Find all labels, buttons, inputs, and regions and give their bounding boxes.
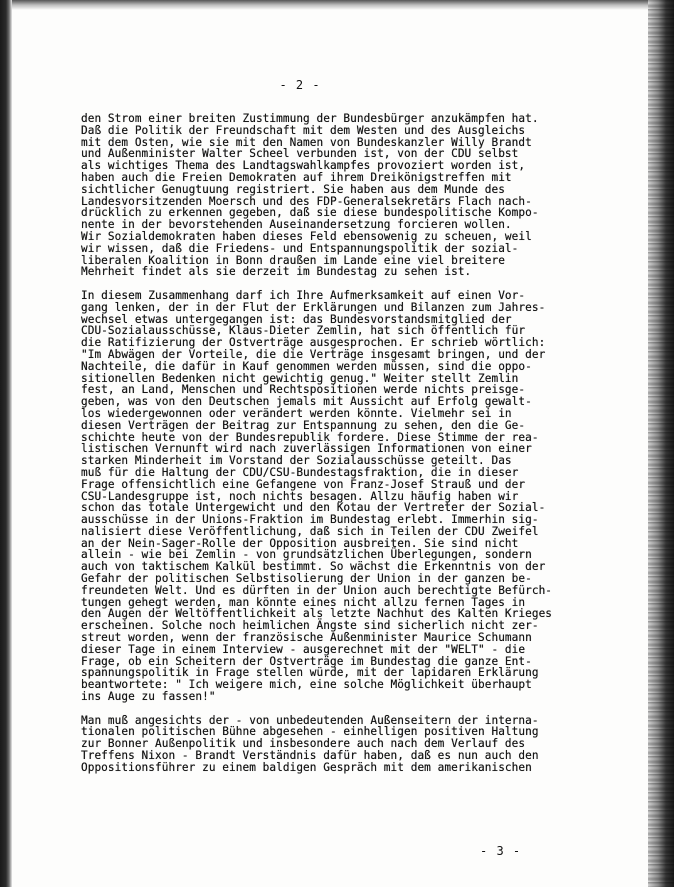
text-line: starken Minderheit im Vorstand der Sozialausschüsse geteilt. Das (81, 454, 512, 468)
text-line: Gefahr der politischen Selbstisolierung der Union in der ganzen be- (81, 572, 532, 586)
paragraph (81, 290, 586, 703)
text-line: mit dem Osten, wie sie mit den Namen von Bundeskanzler Willy Brandt (81, 135, 532, 149)
scan-left-edge (0, 0, 12, 887)
text-line: gang lenken, der in der Flut der Erklärungen und Bilanzen zum Jahres- (81, 300, 546, 314)
text-line: schon das totale Untergewicht und den Kotau der Vertreter der Sozial- (81, 501, 546, 515)
text-line: Man muß angesichts der - von unbedeutenden Außenseitern der interna- (81, 713, 539, 727)
text-line: Frage offensichtlich eine Gefangene von Franz-Josef Strauß und der (81, 477, 526, 491)
text-line: Daß die Politik der Freundschaft mit dem Westen und des Ausgleichs (81, 123, 526, 137)
text-line: los wiedergewonnen oder verändert werden könnte. Vielmehr sei in (81, 406, 512, 420)
text-line: erscheinen. Solche noch heimlichen Ängste sind sicherlich nicht zer- (81, 619, 539, 633)
text-line: "Im Abwägen der Vorteile, die die Verträge insgesamt bringen, und der (81, 347, 546, 361)
scan-right-edge (648, 0, 674, 887)
text-line: tionalen politischen Bühne abgesehen - einhelligen positiven Haltung (81, 725, 539, 739)
text-line: diesen Verträgen der Beitrag zur Entspannung zu sehen, den die Ge- (81, 418, 526, 432)
paragraph (81, 715, 586, 774)
page-number-top: - 2 - (279, 78, 321, 92)
text-line: sichtlicher Genugtuung registriert. Sie haben aus dem Munde des (81, 182, 505, 196)
text-line: listischen Vernunft wird nach zuverlässigen Informationen von einer (81, 442, 532, 456)
text-line: streut worden, wenn der französische Außenminister Maurice Schumann (81, 631, 532, 645)
text-line: tungen gehegt werden, man könnte eines nicht allzu fernen Tages in (81, 595, 526, 609)
text-line: Wir Sozialdemokraten haben dieses Feld ebensowenig zu scheuen, weil (81, 229, 532, 243)
text-line: muß für die Haltung der CDU/CSU-Bundestagsfraktion, die in dieser (81, 465, 519, 479)
text-line: nente in der bevorstehenden Auseinandersetzung forcieren wollen. (81, 218, 512, 232)
paragraph-gap (81, 703, 586, 715)
text-line: ausschüsse in der Unions-Fraktion im Bundestag erlebt. Immerhin sig- (81, 513, 539, 527)
text-line: nalisiert diese Veröffentlichung, daß sich in Teilen der CDU Zweifel (81, 524, 539, 538)
text-line: die Ratifizierung der Ostverträge ausgesprochen. Er schrieb wörtlich: (81, 336, 546, 350)
text-line: haben auch die Freien Demokraten auf ihrem Dreikönigstreffen mit (81, 170, 512, 184)
text-line: drücklich zu erkennen gegeben, daß sie diese bundespolitische Kompo- (81, 206, 539, 220)
text-line: auch von taktischem Kalkül bestimmt. So wächst die Erkenntnis von der (81, 560, 546, 574)
text-line: Treffens Nixon - Brandt Verständnis dafür haben, daß es nun auch den (81, 749, 539, 763)
text-line: Frage, ob ein Scheitern der Ostverträge im Bundestag die ganze Ent- (81, 654, 532, 668)
text-line: den Strom einer breiten Zustimmung der Bundesbürger anzukämpfen hat. (81, 112, 539, 125)
text-line: Nachteile, die dafür in Kauf genommen werden müssen, sind die oppo- (81, 359, 532, 373)
text-line: CSU-Landesgruppe ist, noch nichts besagen. Allzu häufig haben wir (81, 489, 519, 503)
text-line: sitionellen Bedenken nicht gewichtig genug." Weiter stellt Zemlin (81, 371, 519, 385)
text-line: an der Nein-Sager-Rolle der Opposition ausbreiten. Sie sind nicht (81, 536, 519, 550)
body-text (81, 113, 586, 774)
text-line: den Augen der Weltöffentlichkeit als letzte Nachhut des Kalten Krieges (81, 607, 553, 621)
text-line: spannungspolitik in Frage stellen würde, mit der lapidaren Erklärung (81, 666, 539, 680)
text-line: Oppositionsführer zu einem baldigen Gespräch mit dem amerikanischen (81, 760, 532, 774)
text-line: fest, an Land, Menschen und Rechtspositionen werde nichts preisge- (81, 383, 526, 397)
text-line: Mehrheit findet als sie derzeit im Bundestag zu sehen ist. (81, 265, 472, 279)
text-line: In diesem Zusammenhang darf ich Ihre Aufmerksamkeit auf einen Vor- (81, 288, 526, 302)
text-line: liberalen Koalition in Bonn draußen im Lande eine viel breitere (81, 253, 505, 267)
text-line: dieser Tage in einem Interview - ausgerechnet mit der "WELT" - die (81, 642, 526, 656)
paragraph (81, 113, 586, 278)
text-line: wechsel etwas untergegangen ist: das Bundesvorstandsmitglied der (81, 312, 512, 326)
page-number-bottom: - 3 - (480, 844, 522, 858)
text-line: geben, was von den Deutschen jemals mit Aussicht auf Erfolg gewalt- (81, 395, 532, 409)
text-line: schichte heute von der Bundesrepublik fordere. Diese Stimme der rea- (81, 430, 539, 444)
text-line: ins Auge zu fassen!" (81, 690, 216, 704)
text-line: CDU-Sozialausschüsse, Klaus-Dieter Zemlin, hat sich öffentlich für (81, 324, 526, 338)
text-line: beantwortete: " Ich weigere mich, eine solche Möglichkeit überhaupt (81, 678, 532, 692)
text-line: freundeten Welt. Und es dürften in der Union auch berechtigte Befürch- (81, 583, 553, 597)
text-line: allein - wie bei Zemlin - von grundsätzlichen Überlegungen, sondern (81, 548, 532, 562)
text-line: und Außenminister Walter Scheel verbunden ist, von der CDU selbst (81, 147, 519, 161)
text-line: zur Bonner Außenpolitik und insbesondere auch nach dem Verlauf des (81, 737, 526, 751)
text-line: als wichtiges Thema des Landtagswahlkampfes provoziert worden ist, (81, 159, 526, 173)
scan-top-edge (0, 0, 674, 10)
text-line: wir wissen, daß die Friedens- und Entspannungspolitik der sozial- (81, 241, 519, 255)
text-line: Landesvorsitzenden Moersch und des FDP-Generalsekretärs Flach nach- (81, 194, 532, 208)
